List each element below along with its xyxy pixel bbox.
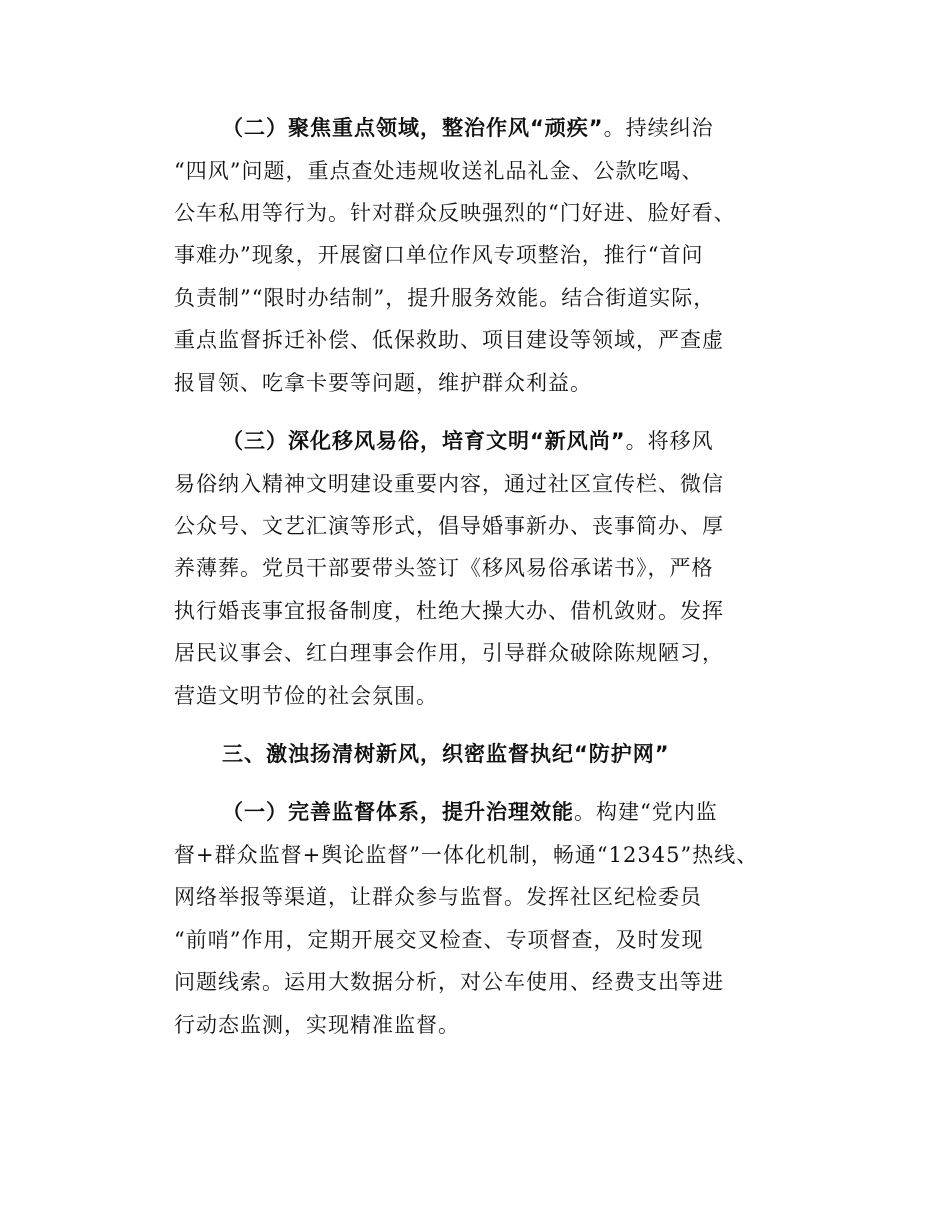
paragraph-line: 督+群众监督+舆论监督”一体化机制，畅通“12345”热线、 — [174, 843, 759, 867]
paragraph-line: 行动态监测，实现精准监督。 — [174, 1013, 460, 1037]
paragraph-line: 易俗纳入精神文明建设重要内容，通过社区宣传栏、微信 — [174, 472, 724, 496]
paragraph-line — [222, 427, 714, 455]
paragraph-text: 。将移风 — [625, 429, 714, 453]
paragraph-text: 。持续纠治 — [603, 116, 714, 140]
section-heading-2: （二）聚焦重点领域，整治作风“顽疾” — [222, 116, 604, 140]
paragraph-text: 。构建“党内监 — [574, 800, 718, 824]
chapter-title: 三、激浊扬清树新风，织密监督执纪“防护网” — [222, 742, 670, 766]
paragraph-line: 养薄葬。党员干部要带头签订《移风易俗承诺书》，严格 — [174, 556, 714, 580]
paragraph-line: 负责制”“限时办结制”，提升服务效能。结合街道实际， — [174, 286, 716, 310]
paragraph-line: 网络举报等渠道，让群众参与监督。发挥社区纪检委员 — [174, 885, 702, 909]
paragraph-line — [222, 798, 718, 826]
paragraph-line: “四风”问题，重点查处违规收送礼品礼金、公款吃喝、 — [174, 159, 704, 183]
paragraph-line: 问题线索。运用大数据分析，对公车使用、经费支出等进 — [174, 970, 724, 994]
paragraph-line — [222, 114, 714, 142]
paragraph-line: 公车私用等行为。针对群众反映强烈的“门好进、脸好看、 — [174, 201, 736, 225]
paragraph-line: 执行婚丧事宜报备制度，杜绝大操大办、借机敛财。发挥 — [174, 599, 724, 623]
paragraph-line: 重点监督拆迁补偿、低保救助、项目建设等领域，严查虚 — [174, 328, 724, 352]
paragraph-line: 居民议事会、红白理事会作用，引导群众破除陈规陋习， — [174, 641, 724, 665]
section-heading-1: （一）完善监督体系，提升治理效能 — [222, 800, 574, 824]
paragraph-line: 报冒领、吃拿卡要等问题，维护群众利益。 — [174, 371, 592, 395]
section-heading-3: （三）深化移风易俗，培育文明“新风尚” — [222, 429, 626, 453]
paragraph-line: 营造文明节俭的社会氛围。 — [174, 684, 438, 708]
paragraph-line: 事难办”现象，开展窗口单位作风专项整治，推行“首问 — [174, 243, 704, 267]
paragraph-line: “前哨”作用，定期开展交叉检查、专项督查，及时发现 — [174, 928, 704, 952]
paragraph-line: 公众号、文艺汇演等形式，倡导婚事新办、丧事简办、厚 — [174, 514, 724, 538]
